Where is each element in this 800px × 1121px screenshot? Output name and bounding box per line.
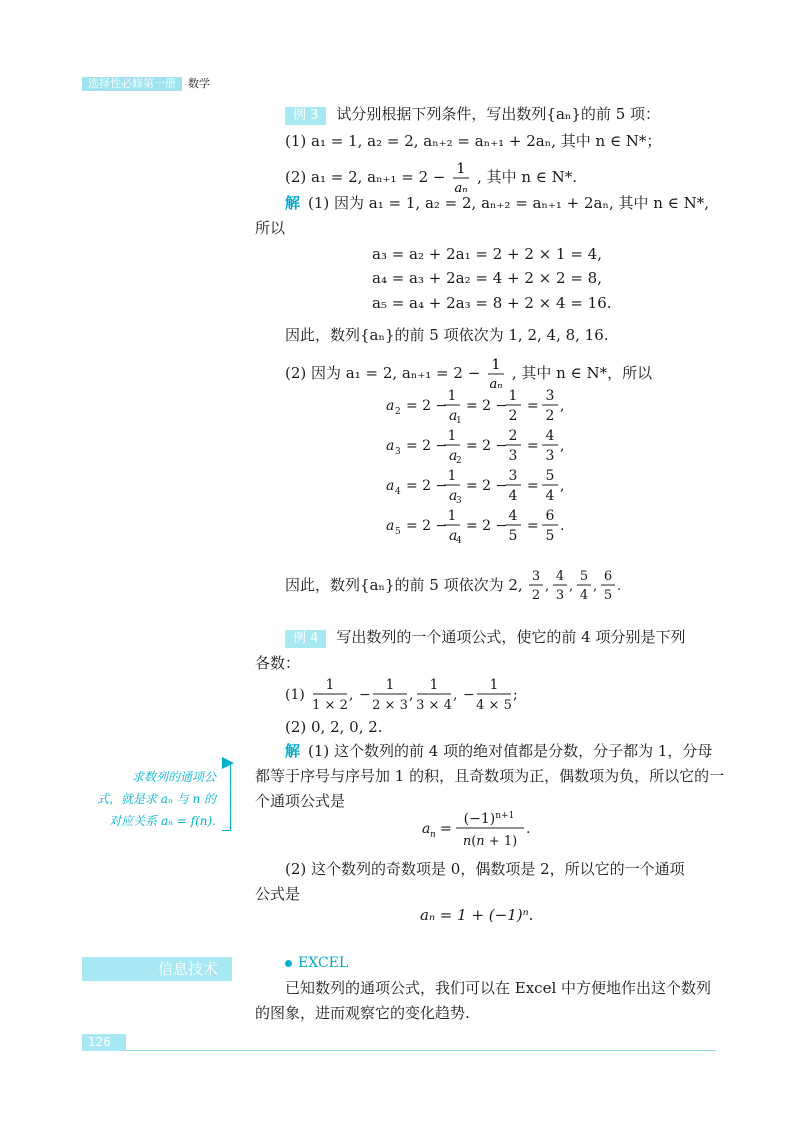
subject-label: 数学 xyxy=(188,77,210,90)
example3-conclusion-2-text: 因此，数列{aₙ}的前 5 项依次为 2, xyxy=(285,576,523,594)
svg-text:4: 4 xyxy=(556,569,565,584)
general-term-formula-2: aₙ = 1 + (−1)ⁿ. xyxy=(420,906,534,924)
svg-text:.: . xyxy=(526,821,531,837)
svg-text:2: 2 xyxy=(545,408,555,424)
svg-text:,: , xyxy=(349,687,354,703)
svg-text:2: 2 xyxy=(508,428,518,444)
svg-text:a: a xyxy=(386,478,395,494)
example4-tag: 例 4 xyxy=(285,630,326,648)
svg-text:a: a xyxy=(386,518,395,534)
svg-text:1: 1 xyxy=(325,677,335,693)
svg-text:4: 4 xyxy=(580,588,589,603)
fraction-equations xyxy=(380,388,600,553)
footer-rule xyxy=(126,1050,716,1051)
excel-paragraph-line-1: 已知数列的通项公式，我们可以在 Excel 中方便地作出这个数列 xyxy=(285,979,712,997)
svg-text:5: 5 xyxy=(508,528,518,544)
svg-text:4: 4 xyxy=(545,428,555,444)
svg-text:a: a xyxy=(449,448,458,464)
example4-solution-1-line-1: (1) 这个数列的前 4 项的绝对值都是分数，分子都为 1，分母 xyxy=(308,742,713,760)
svg-text:,: , xyxy=(560,398,565,414)
svg-text:;: ; xyxy=(513,687,518,703)
svg-text:=: = xyxy=(440,821,452,837)
svg-text:2: 2 xyxy=(456,456,462,466)
example4-solution-2-line-2: 公式是 xyxy=(255,885,301,903)
svg-text:n: n xyxy=(430,830,436,840)
svg-text:a: a xyxy=(449,408,458,424)
svg-text:1: 1 xyxy=(508,388,518,404)
svg-text:1: 1 xyxy=(456,416,462,426)
svg-text:1: 1 xyxy=(447,508,457,524)
svg-text:.: . xyxy=(560,518,565,534)
svg-text:1: 1 xyxy=(447,428,457,444)
general-term-formula-1 xyxy=(420,810,540,852)
svg-text:,: , xyxy=(560,438,565,454)
svg-text:3: 3 xyxy=(545,448,555,464)
svg-text:3: 3 xyxy=(532,569,541,584)
example3-condition-2-lhs: (2) a₁ = 2, aₙ₊₁ = 2 − xyxy=(285,168,446,186)
example3-solution-2-rhs: , 其中 n ∈ N*，所以 xyxy=(511,364,653,382)
svg-text:(−1)n+1: $(-1)^{n+1}$ xyxy=(463,811,515,827)
svg-text:,: , xyxy=(593,579,598,594)
example3-solution-1: (1) 因为 a₁ = 1, a₂ = 2, aₙ₊₂ = aₙ₊₁ + 2aₙ, 其中 n ∈ N*, xyxy=(308,194,709,212)
example4-statement-line xyxy=(285,627,686,648)
svg-text:=: = xyxy=(527,398,539,414)
sidenote-line-1: 求数列的通项公 xyxy=(131,770,216,784)
svg-text:1: 1 xyxy=(489,677,499,693)
svg-text:3: 3 xyxy=(395,447,401,457)
example4-statement: 写出数列的一个通项公式，使它的前 4 项分别是下列 xyxy=(336,628,686,646)
example4-condition-2: (2) 0, 2, 0, 2. xyxy=(285,718,383,736)
solution-tag: 解 xyxy=(285,194,301,212)
svg-text:a: a xyxy=(386,398,395,414)
excel-title: EXCEL xyxy=(298,955,349,971)
svg-text:5: 5 xyxy=(604,588,613,603)
svg-text:,: , xyxy=(453,687,458,703)
svg-text:3: 3 xyxy=(556,588,565,603)
svg-text:= 2 −: = 2 − xyxy=(466,438,508,454)
example3-conclusion-1: 因此，数列{aₙ}的前 5 项依次为 1, 2, 4, 8, 16. xyxy=(285,326,609,344)
svg-text:1: 1 xyxy=(385,677,395,693)
svg-text:6: 6 xyxy=(545,508,555,524)
example3-conclusion-2 xyxy=(285,568,627,604)
svg-text:1: 1 xyxy=(491,357,501,373)
svg-text:= 2 −: = 2 − xyxy=(406,518,448,534)
svg-text:= 2 −: = 2 − xyxy=(466,518,508,534)
example3-condition-2-rhs: , 其中 n ∈ N*. xyxy=(477,168,578,186)
example4-condition-1 xyxy=(283,677,543,715)
svg-text:2: 2 xyxy=(508,408,518,424)
example3-tag: 例 3 xyxy=(285,107,326,125)
svg-text:= 2 −: = 2 − xyxy=(406,398,448,414)
svg-text:5: 5 xyxy=(545,528,555,544)
equation-a5: a₅ = a₄ + 2a₃ = 8 + 2 × 4 = 16. xyxy=(372,294,612,312)
svg-text:−: − xyxy=(359,687,371,703)
fraction-1-over-an xyxy=(451,160,471,196)
svg-text:.: . xyxy=(617,579,622,594)
example3-solution-1-cont: 所以 xyxy=(255,219,286,237)
svg-text:1: 1 xyxy=(456,161,466,177)
svg-text:= 2 −: = 2 − xyxy=(466,398,508,414)
svg-text:4: 4 xyxy=(395,487,401,497)
info-technology-box xyxy=(82,957,232,981)
svg-text:aₙ: aₙ xyxy=(454,181,468,196)
sidenote-line-2: 式，就是求 aₙ 与 n 的 xyxy=(96,792,216,806)
svg-text:2: 2 xyxy=(395,407,401,417)
svg-text:4: 4 xyxy=(545,488,555,504)
svg-text:a: a xyxy=(422,821,431,837)
equation-a4: a₄ = a₃ + 2a₂ = 4 + 2 × 2 = 8, xyxy=(372,269,602,287)
book-title: 选择性必修第一册 xyxy=(82,77,182,91)
example4-solution-1-line-3: 个通项公式是 xyxy=(255,792,346,810)
fraction-1-over-an xyxy=(486,356,506,392)
page-number: 126 xyxy=(82,1034,126,1051)
svg-text:a: a xyxy=(449,528,458,544)
svg-text:5: 5 xyxy=(545,468,555,484)
svg-text:,: , xyxy=(545,579,550,594)
example4-statement-cont: 各数： xyxy=(255,654,301,672)
svg-text:2: 2 xyxy=(532,588,541,603)
svg-text:= 2 −: = 2 − xyxy=(406,478,448,494)
svg-text:,: , xyxy=(409,687,414,703)
svg-text:1: 1 xyxy=(447,388,457,404)
svg-text:=: = xyxy=(527,518,539,534)
example4-solution-line xyxy=(285,741,712,761)
svg-text:4: 4 xyxy=(508,508,518,524)
svg-text:3: 3 xyxy=(456,496,462,506)
svg-text:1: 1 xyxy=(447,468,457,484)
fraction-sequence xyxy=(527,568,627,604)
svg-text:= 2 −: = 2 − xyxy=(406,438,448,454)
svg-text:2 × 3: 2 × 3 xyxy=(372,698,408,713)
example3-solution-line xyxy=(285,193,709,213)
solution-tag: 解 xyxy=(285,742,301,760)
svg-text:1 × 2: 1 × 2 xyxy=(312,698,348,713)
svg-text:6: 6 xyxy=(604,569,613,584)
excel-heading xyxy=(285,955,348,971)
svg-text:−: − xyxy=(463,687,475,703)
svg-text:3: 3 xyxy=(545,388,555,404)
svg-text:aₙ: aₙ xyxy=(489,377,503,392)
example3-solution-2 xyxy=(285,356,652,392)
svg-text:5: 5 xyxy=(395,527,401,537)
example3-condition-1: (1) a₁ = 1, a₂ = 2, aₙ₊₂ = aₙ₊₁ + 2aₙ, 其中 n ∈ N*； xyxy=(285,132,662,150)
svg-text:4: 4 xyxy=(508,488,518,504)
svg-text:3 × 4: 3 × 4 xyxy=(416,698,452,713)
svg-text:(1): (1) xyxy=(285,687,305,703)
svg-text:,: , xyxy=(560,478,565,494)
example3-solution-2-lhs: (2) 因为 a₁ = 2, aₙ₊₁ = 2 − xyxy=(285,364,481,382)
equation-a3: a₃ = a₂ + 2a₁ = 2 + 2 × 1 = 4, xyxy=(372,245,602,263)
svg-text:1: 1 xyxy=(429,677,439,693)
svg-text:,: , xyxy=(569,579,574,594)
svg-text:a: a xyxy=(386,438,395,454)
sidenote-line-3: 对应关系 aₙ = f(n). xyxy=(109,814,216,828)
svg-text:=: = xyxy=(527,438,539,454)
svg-text:3: 3 xyxy=(508,448,518,464)
example3-statement-line xyxy=(285,104,660,125)
bullet-icon xyxy=(285,960,292,967)
svg-text:a: a xyxy=(449,488,458,504)
excel-paragraph-line-2: 的图象，进而观察它的变化趋势. xyxy=(255,1004,470,1022)
svg-text:= 2 −: = 2 − xyxy=(466,478,508,494)
info-technology-label: 信息技术 xyxy=(157,960,218,978)
example4-solution-1-line-2: 都等于序号与序号加 1 的积，且奇数项为正，偶数项为负，所以它的一 xyxy=(255,767,725,785)
example4-solution-2-line-1: (2) 这个数列的奇数项是 0，偶数项是 2，所以它的一个通项 xyxy=(285,860,685,878)
example3-statement: 试分别根据下列条件，写出数列{aₙ}的前 5 项： xyxy=(336,105,661,123)
svg-text:4 × 5: 4 × 5 xyxy=(476,698,512,713)
running-header xyxy=(82,77,210,91)
svg-text:n(n + 1): n(n + 1) xyxy=(462,834,518,849)
svg-text:=: = xyxy=(527,478,539,494)
svg-text:4: 4 xyxy=(456,536,462,546)
example3-condition-2 xyxy=(285,160,577,196)
sidenote-bracket xyxy=(222,764,231,831)
svg-text:5: 5 xyxy=(580,569,589,584)
svg-text:3: 3 xyxy=(508,468,518,484)
